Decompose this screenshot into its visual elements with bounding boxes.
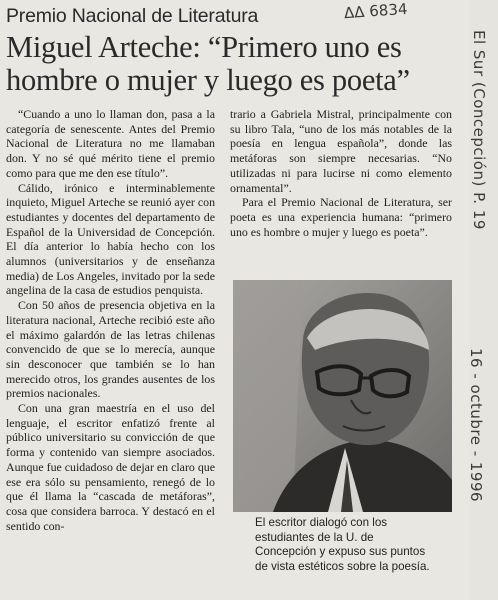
handwritten-source-note: El Sur (Concepción) P. 19 xyxy=(470,30,488,230)
headline-line-2: hombre o mujer y luego es poeta” xyxy=(6,63,410,97)
handwritten-date: 16 - octubre - 1996 xyxy=(467,348,485,503)
article-column-2 xyxy=(230,107,452,239)
headline-line-1: Miguel Arteche: “Primero uno es xyxy=(6,30,402,64)
article-column-1 xyxy=(6,107,215,533)
headline xyxy=(6,31,446,97)
photo-caption: El escritor dialogó con los estudiantes de la U. de Concepción y expuso sus puntos de vista estéticos sobre la poesía. xyxy=(255,516,430,573)
handwritten-reference-number: ΔΔ 6834 xyxy=(343,0,409,23)
paragraph: trario a Gabriela Mistral, principalmente con su libro Tala, “uno de los más notables de la poesía en lengua española”, donde las metáforas son siempre necesarias. “No utilizadas ni para lucirse ni como elemento ornamental”. xyxy=(230,107,452,195)
paragraph: Cálido, irónico e interminablemente inquieto, Miguel Arteche se reunió ayer con estudiantes y docentes del departamento de Español de la Universidad de Concepción. El día anterior lo había hecho con los alumnos (universitarios y de enseñanza media) de Los Angeles, invitado por la sede angelina de la casa de estudios penquista. xyxy=(6,180,216,298)
portrait-illustration xyxy=(233,280,452,512)
paragraph: Con 50 años de presencia objetiva en la literatura nacional, Arteche recibió este año el máximo galardón de las letras chilenas convencido de que se lo merecía, aunque sin desconocer que también se lo han merecido otros, los grandes ausentes de los premios nacionales. xyxy=(6,298,215,401)
kicker: Premio Nacional de Literatura xyxy=(6,5,259,27)
author-photo xyxy=(233,280,452,512)
paragraph: Para el Premio Nacional de Literatura, ser poeta es una experiencia humana: “primero uno es hombre o mujer y luego es poeta”. xyxy=(230,195,452,239)
paragraph: “Cuando a uno lo llaman don, pasa a la categoría de senescente. Antes del Premio Nacional de Literatura no me llamaban don. Y no sé qué mérito tiene el premio como para que me den ese título”. xyxy=(6,107,215,180)
paragraph: Con una gran maestría en el uso del lenguaje, el escritor enfatizó frente al público universitario su convicción de que forma y contenido van siempre asociados. Aunque fue cuidadoso de dejar en claro que ese era sólo su pensamiento, renegó de lo que él llama la “cascada de metáforas”, cosa que considera barroca. Y destacó en el sentido con- xyxy=(6,401,215,533)
